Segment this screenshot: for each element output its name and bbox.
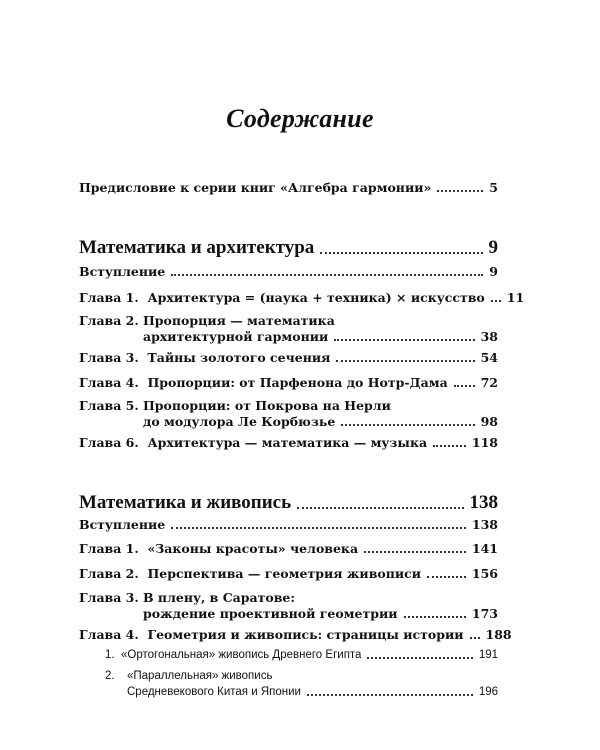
toc-entry-intro[interactable] [79, 517, 498, 533]
leader-dots [433, 445, 466, 447]
page-number: 191 [478, 649, 498, 661]
toc-entry-chapter[interactable] [79, 590, 498, 622]
chapter-label: Глава 1. [79, 541, 139, 556]
leader-dots [320, 252, 482, 254]
chapter-title-line: рождение проективной геометрии [143, 606, 398, 621]
chapter-title: Архитектура = (наука + техника) × искусство [147, 290, 485, 305]
chapter-label: Глава 6. [79, 435, 139, 450]
subsection-title-line: «Параллельная» живопись [127, 670, 273, 682]
toc-entry-chapter[interactable] [79, 375, 498, 391]
chapter-label: Глава 3. [79, 350, 139, 365]
subsection-title: «Ортогональная» живопись Древнего Египта [120, 649, 362, 661]
page-number: 54 [480, 350, 498, 365]
chapter-label: Глава 2. [79, 313, 139, 328]
toc-entry-chapter[interactable] [79, 313, 498, 345]
part-heading-painting[interactable] [79, 492, 498, 514]
page-number: 118 [471, 435, 498, 450]
toc-entry-text: Вступление [79, 517, 166, 532]
page-number: 173 [471, 606, 498, 621]
leader-dots [437, 190, 483, 192]
chapter-title: Архитектура — математика — музыка [147, 435, 428, 450]
chapter-label: Глава 4. [79, 627, 139, 642]
page-number: 196 [478, 686, 498, 698]
toc-subsection[interactable] [79, 668, 498, 700]
part-heading-architecture[interactable] [79, 237, 498, 259]
toc-entry-chapter[interactable] [79, 566, 498, 582]
chapter-label: Глава 3. [79, 590, 139, 605]
part-title: Математика и архитектура [79, 237, 315, 258]
page-number: 9 [488, 237, 498, 258]
page-number: 72 [480, 375, 498, 390]
toc-entry-chapter[interactable] [79, 627, 512, 643]
toc-entry-chapter[interactable] [79, 290, 525, 306]
subsection-number: 2. [105, 670, 115, 682]
page-number: 98 [480, 414, 498, 429]
chapter-label: Глава 5. [79, 398, 139, 413]
page-number: 5 [489, 180, 498, 195]
leader-dots [470, 637, 480, 639]
leader-dots [336, 360, 474, 362]
toc-entry-chapter[interactable] [79, 398, 498, 430]
page-title: Содержание [226, 104, 374, 133]
leader-dots [491, 300, 501, 302]
chapter-title-line: В плену, в Саратове: [143, 590, 295, 605]
page-number: 138 [469, 492, 498, 513]
page-number: 138 [471, 517, 498, 532]
chapter-label: Глава 2. [79, 566, 139, 581]
subsection-number: 1. [105, 649, 115, 661]
page-number: 9 [489, 264, 498, 279]
leader-dots [307, 694, 473, 696]
leader-dots [364, 551, 466, 553]
leader-dots [341, 424, 474, 426]
page-number: 156 [471, 566, 498, 581]
part-title: Математика и живопись [79, 492, 292, 513]
leader-dots [427, 576, 466, 578]
chapter-title: Пропорции: от Парфенона до Нотр-Дама [147, 375, 448, 390]
page-number: 11 [506, 290, 525, 305]
page-number: 141 [471, 541, 498, 556]
toc-entry-text: Предисловие к серии книг «Алгебра гармонии» [79, 180, 432, 195]
chapter-title-line: Пропорция — математика [143, 313, 335, 328]
leader-dots [404, 616, 466, 618]
chapter-title: Тайны золотого сечения [147, 350, 331, 365]
leader-dots [171, 274, 483, 276]
toc-entry-intro[interactable] [79, 264, 498, 280]
chapter-title-line: архитектурной гармонии [143, 329, 329, 344]
chapter-title: Перспектива — геометрия живописи [147, 566, 422, 581]
toc-entry-chapter[interactable] [79, 435, 498, 451]
toc-entry-chapter[interactable] [79, 350, 498, 366]
chapter-label: Глава 4. [79, 375, 139, 390]
toc-subsection[interactable] [79, 647, 498, 663]
toc-entry-text: Вступление [79, 264, 166, 279]
leader-dots [297, 507, 463, 509]
leader-dots [367, 657, 472, 659]
toc-entry-preface[interactable] [79, 180, 498, 196]
chapter-title-line: до модулора Ле Корбюзье [143, 414, 336, 429]
chapter-label: Глава 1. [79, 290, 139, 305]
chapter-title-line: Пропорции: от Покрова на Нерли [143, 398, 391, 413]
leader-dots [334, 339, 474, 341]
page-number: 188 [485, 627, 512, 642]
subsection-title-line: Средневекового Китая и Японии [127, 686, 301, 698]
chapter-title: Геометрия и живопись: страницы истории [147, 627, 464, 642]
chapter-title: «Законы красоты» человека [147, 541, 359, 556]
toc-entry-chapter[interactable] [79, 541, 498, 557]
leader-dots [171, 527, 466, 529]
leader-dots [454, 385, 475, 387]
page-number: 38 [480, 329, 498, 344]
